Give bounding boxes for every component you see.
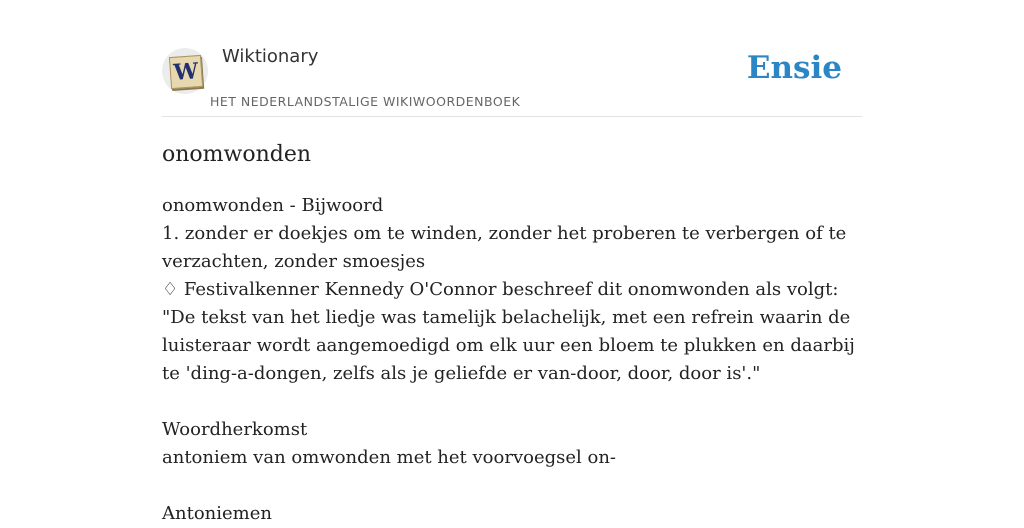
- etymology-text: antoniem van omwonden met het voorvoegsel on-: [162, 447, 617, 468]
- spacer: [162, 472, 862, 500]
- site-header: [162, 40, 862, 117]
- entry-content: [162, 192, 862, 528]
- wiktionary-logo[interactable]: [162, 48, 208, 94]
- ensie-logo-link[interactable]: Ensie: [746, 50, 842, 86]
- entry-definition: 1. zonder er doekjes om te winden, zonder het proberen te verbergen of te verzachten, zonder smoesjes: [162, 223, 847, 272]
- logo-letter: W: [172, 58, 200, 86]
- site-tagline: HET NEDERLANDSTALIGE WIKIWOORDENBOEK: [210, 94, 521, 109]
- antonyms-heading: Antoniemen: [162, 503, 272, 524]
- site-name[interactable]: Wiktionary: [222, 46, 319, 67]
- entry-heading: onomwonden - Bijwoord: [162, 195, 384, 216]
- spacer: [162, 388, 862, 416]
- etymology-heading: Woordherkomst: [162, 419, 308, 440]
- entry-example: ♢ Festivalkenner Kennedy O'Connor beschreef dit onomwonden als volgt: "De tekst van het liedje was tamelijk belachelijk, met een refrein waarin de luisteraar wordt aangemoedigd om elk uur een bloem te plukken en daarbij te 'ding-a-dongen, zelfs als je geliefde er van-door, door, door is'.": [162, 279, 855, 384]
- page-title: onomwonden: [162, 142, 312, 167]
- wiktionary-logo-icon: [169, 55, 203, 89]
